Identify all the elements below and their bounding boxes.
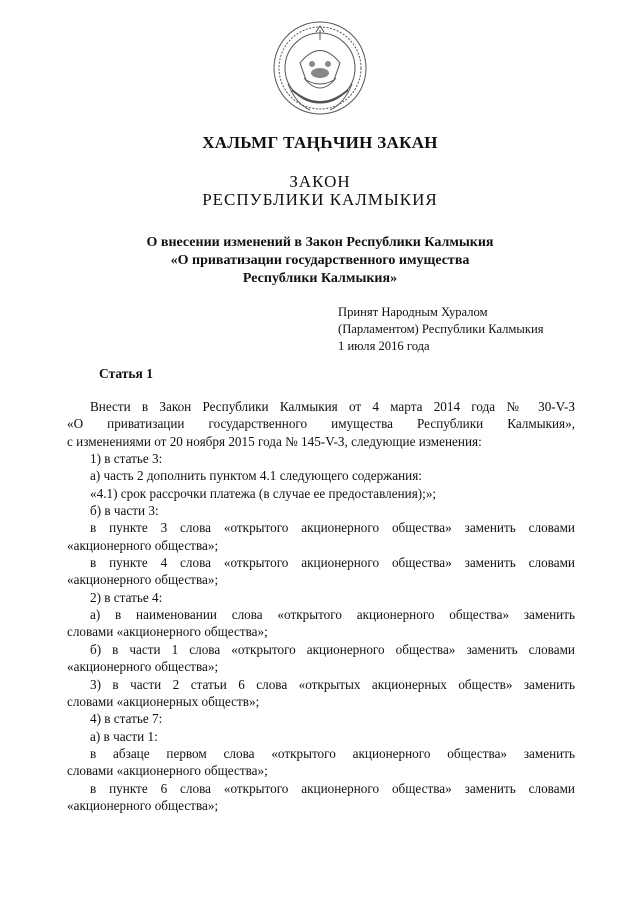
body-line: а) в части 1:	[90, 728, 158, 744]
body-line: «акционерного общества»;	[67, 659, 219, 675]
document-heading-line-3: Республики Калмыкия»	[242, 271, 398, 286]
document-heading-line-2: «О приватизации государственного имущества	[170, 253, 470, 268]
body-line: «4.1) срок рассрочки платежа (в случае ее предоставления);»;	[90, 485, 437, 501]
adoption-note	[338, 304, 544, 355]
body-line: б) в части 3:	[90, 503, 159, 519]
body-line: словами «акционерного общества»;	[67, 763, 268, 779]
body-line: «акционерного общества»;	[67, 572, 219, 588]
body-line: в пункте 4 слова «открытого акционерного общества» заменить словами	[90, 555, 575, 571]
body-line: Внести в Закон Республики Калмыкия от 4 марта 2014 года № 30-V-З	[90, 399, 575, 414]
body-line: б) в части 1 слова «открытого акционерного общества» заменить словами	[90, 641, 575, 657]
body-line: а) часть 2 дополнить пунктом 4.1 следующего содержания:	[90, 468, 422, 484]
document-heading-line-1: О внесении изменений в Закон Республики Калмыкия	[146, 235, 494, 250]
adoption-date: 1 июля 2016 года	[338, 339, 430, 353]
body-line: «О приватизации государственного имущества Республики Калмыкия»,	[67, 416, 575, 432]
kalmyk-law-title: ХАЛЬМГ ТАҢҺЧИН ЗАКАН	[202, 133, 438, 152]
body-line: 1) в статье 3:	[90, 451, 163, 467]
body-line: с изменениями от 20 ноября 2015 года № 145-V-З, следующие изменения:	[67, 433, 482, 449]
body-line: «акционерного общества»;	[67, 797, 219, 813]
body-line: а) в наименовании слова «открытого акционерного общества» заменить	[90, 607, 575, 623]
body-line: 4) в статье 7:	[90, 711, 163, 727]
article-body	[67, 398, 575, 814]
body-line: в пункте 6 слова «открытого акционерного общества» заменить словами	[90, 780, 575, 796]
adoption-line: Принят Народным Хуралом	[338, 305, 488, 319]
republic-title: РЕСПУБЛИКИ КАЛМЫКИЯ	[202, 190, 438, 209]
body-line: словами «акционерных обществ»;	[67, 693, 260, 709]
body-line: в абзаце первом слова «открытого акционерного общества» заменить	[90, 745, 575, 761]
body-line: 3) в части 2 статьи 6 слова «открытых акционерных обществ» заменить	[90, 676, 575, 692]
adoption-line: (Парламентом) Республики Калмыкия	[338, 322, 544, 336]
body-line: в пункте 3 слова «открытого акционерного общества» заменить словами	[90, 520, 575, 536]
coat-of-arms-emblem	[270, 18, 370, 121]
body-line: «акционерного общества»;	[67, 537, 219, 553]
law-title: ЗАКОН	[289, 172, 351, 191]
article-title: Статья 1	[99, 366, 153, 381]
body-line: 2) в статье 4:	[90, 589, 163, 605]
body-line: словами «акционерного общества»;	[67, 624, 268, 640]
